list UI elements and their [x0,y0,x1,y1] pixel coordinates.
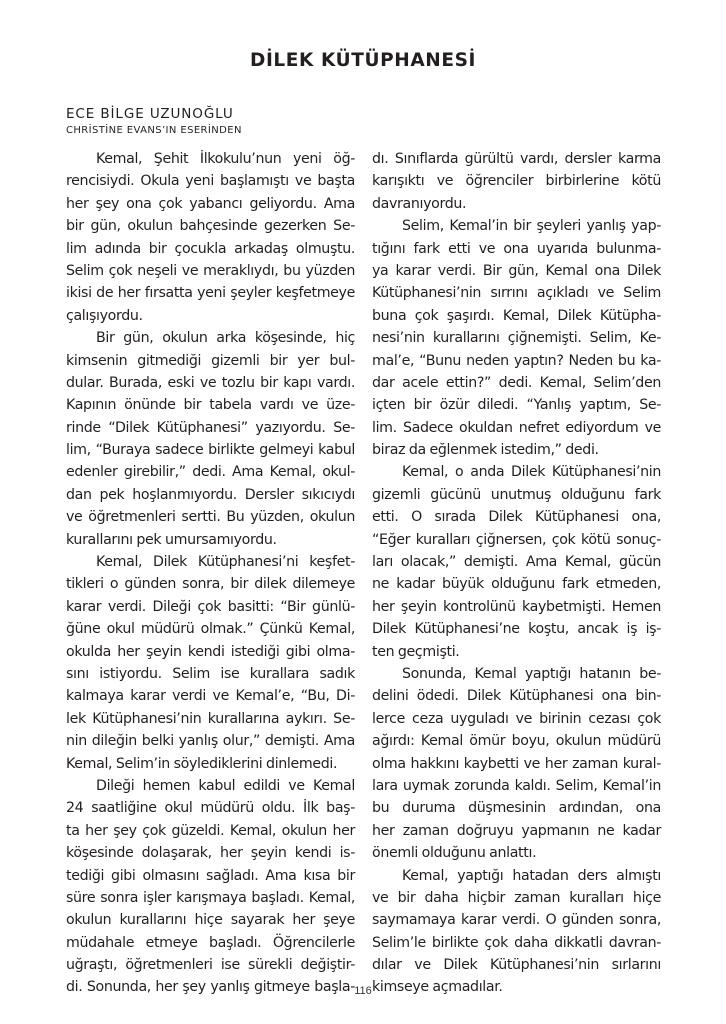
text-line: okulun kurallarını hiçe sayarak her şeye [66,912,355,929]
text-line: Kapının önünde bir tabela vardı ve üze- [66,397,355,414]
text-line: dar acele ettin?” dedi. Kemal, Selim’den [372,374,661,391]
text-line: ya karar verdi. Bir gün, Kemal ona Dilek [372,262,661,279]
text-line: her şey ona çok yabancı geliyordu. Ama [66,195,355,212]
text-line: olma hakkını kaybetti ve her zaman kural- [372,755,661,772]
text-line: ne kadar büyük olduğunu fark etmeden, [372,576,661,593]
text-line: Selim’le birlikte çok daha dikkatli davran- [372,934,661,951]
text-line: köşesinde dolaşarak, her şeyin kendi is- [66,845,355,862]
text-line: dular. Burada, eski ve tozlu bir kapı vardı. [66,374,355,391]
text-line: karar verdi. Dileği çok basitti: “Bir günlü- [66,598,355,615]
text-line: tikleri o günden sonra, bir dilek dilemeye [66,576,355,593]
text-line: lim. Sadece okuldan nefret ediyordum ve [372,419,661,436]
text-line: Dileği hemen kabul edildi ve Kemal [96,777,355,794]
source-credit: CHRİSTİNE EVANS’IN ESERİNDEN [66,125,242,136]
text-line: ları olacak,” demişti. Ama Kemal, gücün [372,554,661,571]
text-line: di. Sonunda, her şey yanlış gitmeye başla- [66,979,355,996]
text-line: 24 saatliğine okul müdürü oldu. İlk baş- [66,800,355,817]
right-text-column [372,148,661,999]
text-line: karışıktı ve öğrenciler birbirlerine kötü [372,173,661,190]
text-line: saymamaya karar verdi. O günden sonra, [372,912,661,929]
text-line: içten bir özür diledi. “Yanlış yaptım, Se- [372,397,661,414]
left-text-column [66,148,355,999]
text-line: Bir gün, okulun arka köşesinde, hiç [96,330,355,347]
text-line: Selim, Kemal’in bir şeyleri yanlış yap- [402,218,661,235]
text-line: dı. Sınıflarda gürültü vardı, dersler karma [372,151,661,167]
text-line: lim, “Buraya sadece birlikte gelmeyi kabul [66,442,355,459]
text-line: lerce ceza uyguladı ve birinin cezası çok [372,710,661,727]
text-line: davranıyordu. [372,195,467,212]
text-line: nesi’nin kurallarını çiğnemişti. Selim, Ke- [372,330,661,347]
text-line: Sonunda, Kemal yaptığı hatanın be- [402,665,661,682]
page-number: 116 [354,985,372,997]
text-line: rencisiydi. Okula yeni başlamıştı ve başta [66,173,355,190]
text-line: lim adında bir çocukla arkadaş olmuştu. [66,240,355,257]
text-line: ten geçmişti. [372,643,460,660]
text-line: ve öğretmenleri sertti. Bu yüzden, okulun [66,509,355,526]
text-line: gizemli gücünü unutmuş olduğunu fark [372,486,661,503]
text-line: uğraştı, öğretmenleri ise sürekli değiştir- [66,957,355,974]
text-line: lek Kütüphanesi’nin kurallarına aykırı. Se- [66,710,355,727]
text-line: mal’e, “Bunu neden yaptın? Neden bu ka- [372,352,661,369]
text-line: “Eğer kuralları çiğnersen, çok kötü sonuç- [372,531,661,548]
text-line: Kemal, o anda Dilek Kütüphanesi’nin [402,464,661,481]
text-line: kimsenin gitmediği gizemli bir yer bul- [66,352,355,369]
author-name: ECE BİLGE UZUNOĞLU [66,106,234,122]
text-line: Kemal, Selim’in söylediklerini dinlemedi. [66,755,338,772]
story-title: DİLEK KÜTÜPHANESİ [249,50,476,71]
text-line: nin dileğin belki yanlış olur,” demişti. Ama [66,733,355,750]
text-line: kurallarını pek umursamıyordu. [66,531,277,548]
text-line: Kütüphanesi’nin sırrını açıkladı ve Selim [372,285,661,302]
text-line: dılar ve Dilek Kütüphanesi’nin sırlarını [372,957,661,974]
text-line: etti. O sırada Dilek Kütüphanesi ona, [372,509,661,526]
text-line: Dilek Kütüphanesi’ne koştu, ancak iş iş- [372,621,661,638]
text-line: önemli olduğunu anlattı. [372,845,537,862]
text-line: Kemal, yaptığı hatadan ders almıştı [402,867,661,884]
text-line: müdahale etmeye başladı. Öğrencilerle [66,934,355,951]
text-line: ikisi de her fırsatta yeni şeyler keşfetmeye [66,285,355,302]
text-line: kimseye açmadılar. [372,979,503,996]
text-line: rinde “Dilek Kütüphanesi” yazıyordu. Se- [66,419,355,436]
text-line: bir gün, okulun bahçesinde gezerken Se- [66,218,355,235]
text-line: okulda her şeyin kendi istediği gibi olma- [66,643,355,660]
text-line: biraz da eğlenmek istedim,” dedi. [372,442,599,459]
text-line: bu duruma düşmesinin ardından, ona [372,800,661,817]
text-line: buna çok şaşırdı. Kemal, Dilek Kütüpha- [372,307,661,324]
text-line: kalmaya karar verdi ve Kemal’e, “Bu, Di- [66,688,355,705]
text-line: sını istiyordu. Selim ise kurallara sadık [66,665,355,682]
text-line: çalışıyordu. [66,307,143,324]
text-line: tığını fark etti ve ona uyarıda bulunma- [372,240,661,257]
text-line: delini ödedi. Dilek Kütüphanesi ona bin- [372,688,661,705]
text-line: süre sonra işler karışmaya başladı. Kemal, [66,889,355,906]
text-line: ğüne okul müdürü olmak.” Çünkü Kemal, [66,621,355,638]
text-line: dan pek hoşlanmıyordu. Dersler sıkıcıydı [66,486,355,503]
text-line: Selim çok neşeli ve meraklıydı, bu yüzden [66,262,355,279]
text-line: her zaman doğruyu yapmanın ne kadar [372,822,661,839]
text-line: Kemal, Şehit İlkokulu’nun yeni öğ- [96,151,355,167]
text-line: edenler girebilir,” dedi. Ama Kemal, okul- [66,464,355,481]
text-line: ta her şey çok güzeldi. Kemal, okulun her [66,822,355,839]
text-line: tediği gibi olmasını sağladı. Ama kısa bir [66,867,355,884]
text-line: lara uymak zorunda kaldı. Selim, Kemal’in [372,777,661,794]
text-line: Kemal, Dilek Kütüphanesi’ni keşfet- [96,554,355,571]
text-line: ağırdı: Kemal ömür boyu, okulun müdürü [372,733,661,750]
text-line: ve bir daha hiçbir zaman kuralları hiçe [372,889,661,906]
text-line: her şeyin kontrolünü kaybetmişti. Hemen [372,598,661,615]
